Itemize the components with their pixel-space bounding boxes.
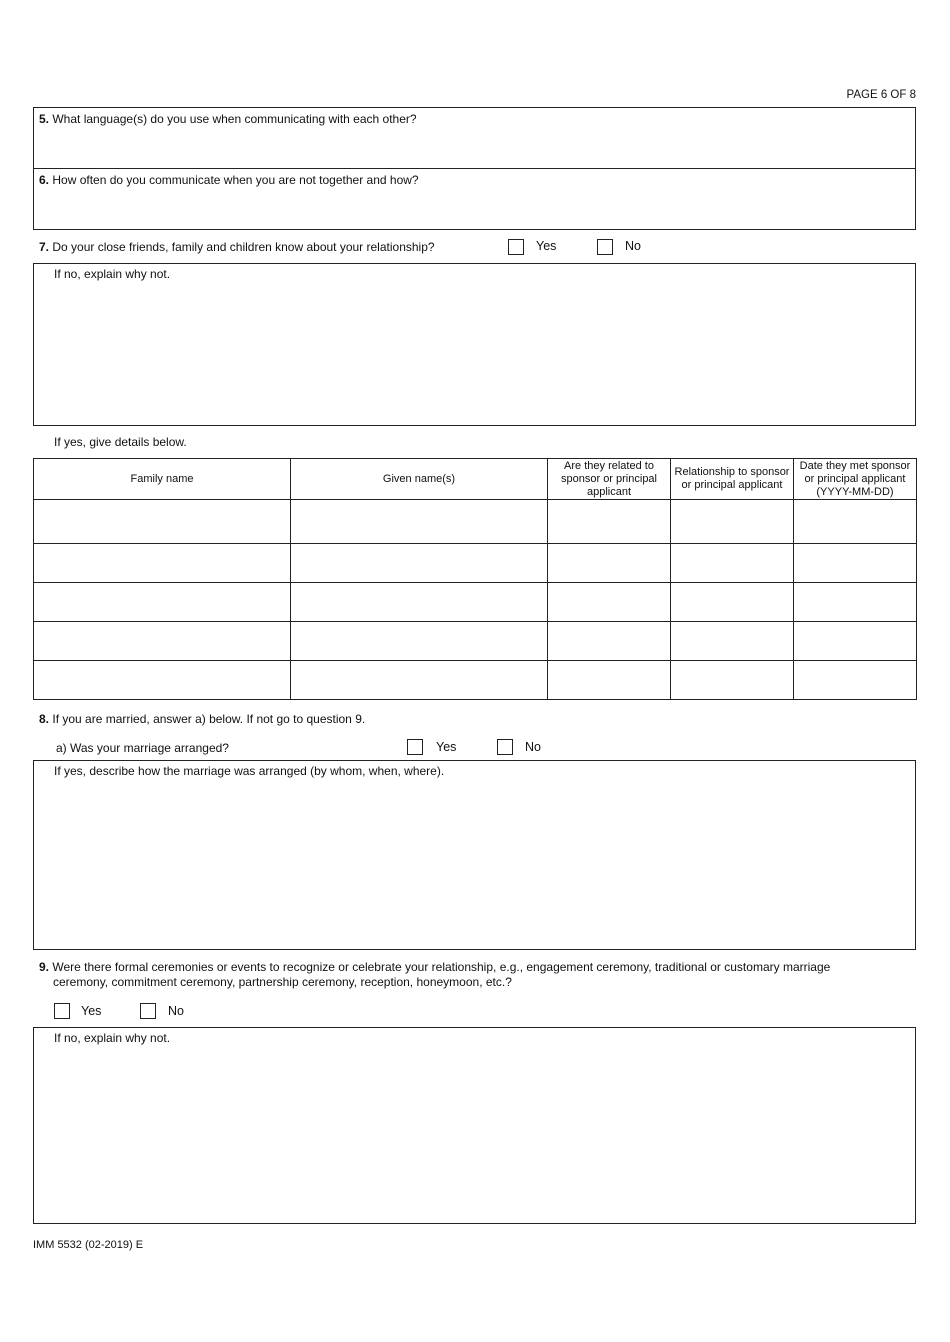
table-cell[interactable] (671, 544, 794, 583)
q5-question (39, 112, 417, 127)
col-related: Are they related to sponsor or principal applicant (548, 459, 671, 500)
q7-no-checkbox[interactable] (597, 239, 613, 255)
col-given-names: Given name(s) (291, 459, 548, 500)
q8-question (39, 712, 365, 727)
table-cell[interactable] (34, 500, 291, 544)
table-cell[interactable] (794, 622, 917, 661)
q7-text: Do your close friends, family and children know about your relationship? (52, 240, 435, 254)
table-cell[interactable] (291, 583, 548, 622)
table-cell[interactable] (548, 544, 671, 583)
table-row (34, 583, 917, 622)
q7-if-yes-hint: If yes, give details below. (54, 435, 187, 449)
table-cell[interactable] (291, 622, 548, 661)
table-cell[interactable] (34, 661, 291, 700)
q6-text: How often do you communicate when you are not together and how? (52, 173, 419, 187)
table-header-row (34, 459, 917, 500)
form-id: IMM 5532 (02-2019) E (33, 1239, 144, 1251)
q8-no-label: No (525, 740, 541, 754)
q7-no-label: No (625, 239, 641, 253)
q9-question-line1 (39, 960, 830, 975)
table-cell[interactable] (671, 661, 794, 700)
q9-yes-label: Yes (81, 1004, 102, 1018)
table-cell[interactable] (794, 583, 917, 622)
q8-describe-box[interactable] (33, 760, 916, 950)
table-cell[interactable] (548, 661, 671, 700)
table-cell[interactable] (548, 622, 671, 661)
table-row (34, 544, 917, 583)
q7-yes-checkbox[interactable] (508, 239, 524, 255)
people-table (33, 458, 917, 700)
table-cell[interactable] (794, 500, 917, 544)
q8-number: 8. (39, 712, 50, 726)
q8a-question: a) Was your marriage arranged? (56, 741, 229, 755)
table-row (34, 661, 917, 700)
q8-yes-label: Yes (436, 740, 457, 754)
table-cell[interactable] (548, 500, 671, 544)
col-family-name: Family name (34, 459, 291, 500)
q5-number: 5. (39, 112, 50, 126)
table-cell[interactable] (671, 500, 794, 544)
page-number: PAGE 6 OF 8 (846, 89, 916, 101)
table-cell[interactable] (34, 622, 291, 661)
col-relationship: Relationship to sponsor or principal applicant (671, 459, 794, 500)
table-cell[interactable] (548, 583, 671, 622)
table-cell[interactable] (794, 544, 917, 583)
q7-explain-box[interactable] (33, 263, 916, 426)
q7-if-no-hint: If no, explain why not. (54, 267, 171, 281)
q6-question (39, 173, 419, 188)
q6-number: 6. (39, 173, 50, 187)
table-cell[interactable] (34, 583, 291, 622)
table-cell[interactable] (34, 544, 291, 583)
q7-yes-label: Yes (536, 239, 557, 253)
q7-number: 7. (39, 240, 50, 254)
q8-yes-checkbox[interactable] (407, 739, 423, 755)
q9-number: 9. (39, 960, 50, 974)
q8-if-yes-hint: If yes, describe how the marriage was arranged (by whom, when, where). (54, 764, 445, 778)
q7-question (39, 240, 435, 255)
col-date-met: Date they met sponsor or principal applicant (YYYY-MM-DD) (794, 459, 917, 500)
q9-no-checkbox[interactable] (140, 1003, 156, 1019)
q8-no-checkbox[interactable] (497, 739, 513, 755)
table-cell[interactable] (291, 661, 548, 700)
q9-text-line2: ceremony, commitment ceremony, partnership ceremony, reception, honeymoon, etc.? (53, 975, 512, 989)
q9-explain-box[interactable] (33, 1027, 916, 1224)
q9-no-label: No (168, 1004, 184, 1018)
table-cell[interactable] (291, 500, 548, 544)
table-row (34, 622, 917, 661)
table-cell[interactable] (671, 583, 794, 622)
q8-text: If you are married, answer a) below. If not go to question 9. (52, 712, 366, 726)
q5-text: What language(s) do you use when communicating with each other? (52, 112, 417, 126)
table-cell[interactable] (671, 622, 794, 661)
q9-if-no-hint: If no, explain why not. (54, 1031, 171, 1045)
table-row (34, 500, 917, 544)
q9-text-line1: Were there formal ceremonies or events to recognize or celebrate your relationship, e.g., engagement ceremony, traditional or customary marriage (52, 960, 831, 974)
q9-yes-checkbox[interactable] (54, 1003, 70, 1019)
table-cell[interactable] (291, 544, 548, 583)
table-cell[interactable] (794, 661, 917, 700)
